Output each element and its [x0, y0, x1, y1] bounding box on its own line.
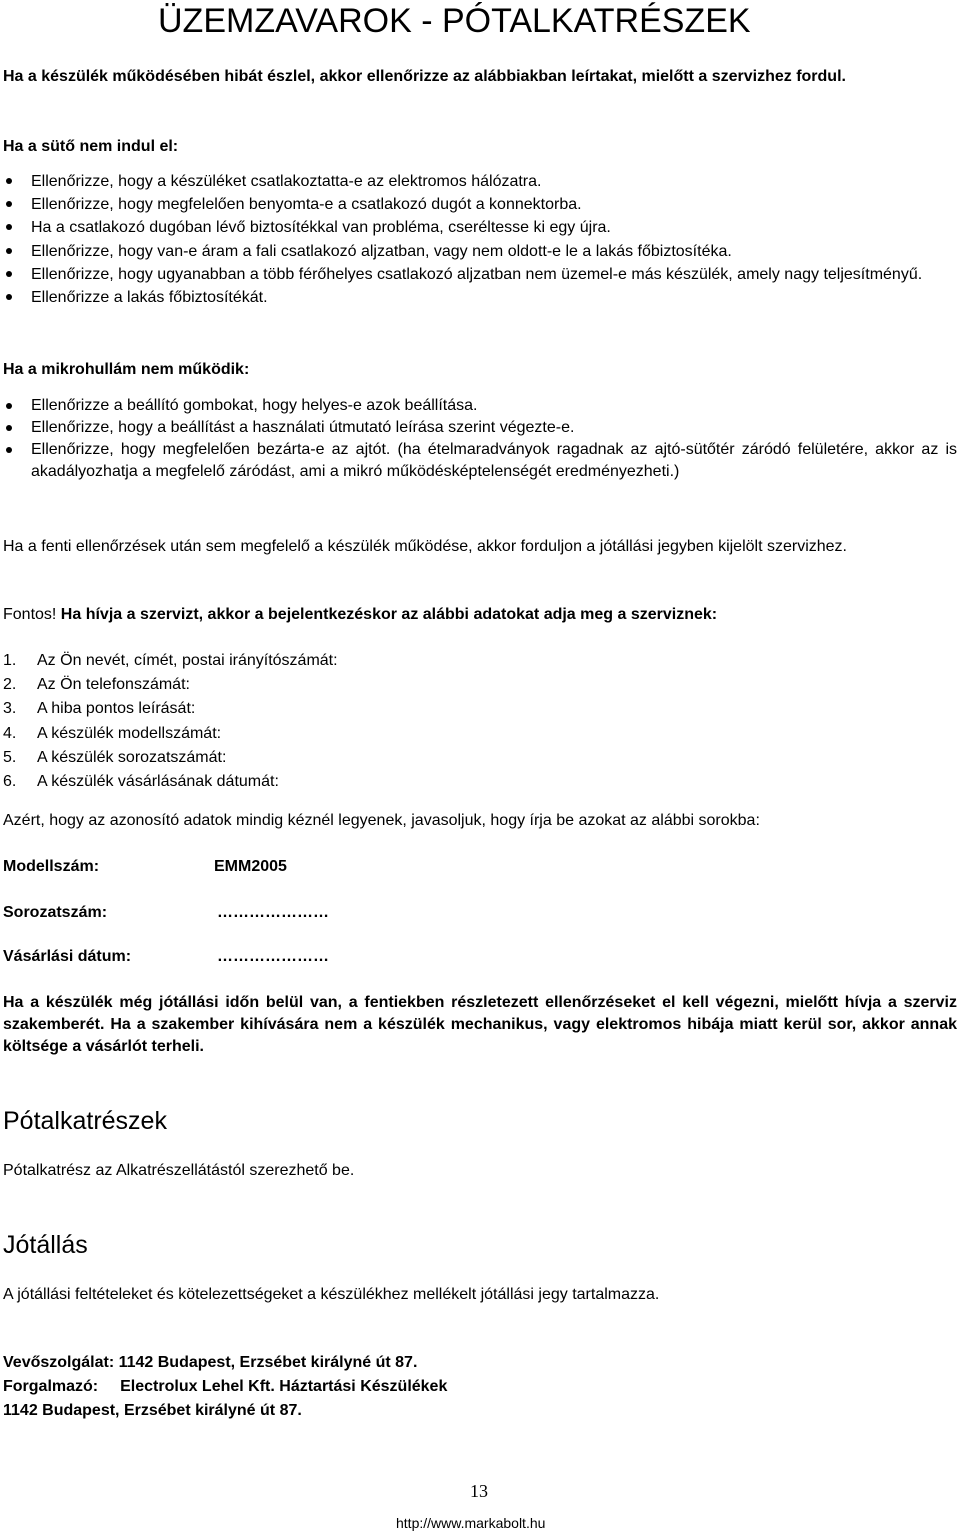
bullet-icon	[6, 294, 12, 300]
list-item: 5. A készülék sorozatszámát:	[3, 748, 227, 766]
parts-heading: Pótalkatrészek	[3, 1107, 167, 1135]
list-item: Ellenőrizze, hogy a beállítást a használati útmutató leírása szerint végezte-e.	[0, 417, 957, 439]
bullet-icon	[6, 271, 12, 277]
distributor-label: Forgalmazó:	[3, 1378, 99, 1395]
footer-url[interactable]: http://www.markabolt.hu	[396, 1515, 546, 1531]
bullet-icon	[6, 403, 12, 409]
address-line: 1142 Budapest, Erzsébet királyné út 87.	[3, 1402, 302, 1419]
bullet-icon	[6, 425, 12, 431]
bullet-icon	[6, 201, 12, 207]
intro-paragraph: Ha a készülék működésében hibát észlel, akkor ellenőrizze az alábbiakban leírtakat, mielőtt a szervizhez fordul.	[3, 68, 846, 85]
parts-text: Pótalkatrész az Alkatrészellátástól szerezhető be.	[3, 1162, 355, 1179]
guarantee-text: A jótállási feltételeket és kötelezettségeket a készülékhez mellékelt jótállási jegy tartalmazza.	[3, 1286, 660, 1303]
bullet-icon	[6, 178, 12, 184]
list-item: Ellenőrizze, hogy a készüléket csatlakoztatta-e az elektromos hálózatra.	[0, 170, 957, 193]
list-item: 3. A hiba pontos leírását:	[3, 700, 196, 718]
list-item: Ellenőrizze, hogy megfelelően bezárta-e az ajtót. (ha ételmaradványok ragadnak az ajtó-sütőtér záródó felületére, akkor az is akadályozhatja a megfelelő záródást, ami a mikró működésképtelenségét eredményezheti.)	[0, 439, 957, 483]
bullet-icon	[6, 447, 12, 453]
guarantee-heading: Jótállás	[3, 1231, 88, 1259]
purchase-date-label: Vásárlási dátum:	[3, 948, 132, 965]
section-microwave-heading: Ha a mikrohullám nem működik:	[3, 361, 250, 378]
bullet-icon	[6, 248, 12, 254]
distributor-value: Electrolux Lehel Kft. Háztartási Készülékek	[120, 1378, 448, 1395]
list-item: 6. A készülék vásárlásának dátumát:	[3, 773, 279, 791]
bullet-icon	[6, 224, 12, 230]
list-item: Ellenőrizze a beállító gombokat, hogy helyes-e azok beállítása.	[0, 395, 957, 417]
section-oven-heading: Ha a sütő nem indul el:	[3, 138, 179, 155]
important-text: Ha hívja a szervizt, akkor a bejelentkezéskor az alábbi adatokat adja meg a szerviznek:	[56, 606, 718, 623]
list-item: 2. Az Ön telefonszámát:	[3, 676, 190, 694]
model-label: Modellszám:	[3, 858, 100, 875]
distributor-line	[3, 1376, 957, 1398]
record-note: Azért, hogy az azonosító adatok mindig kéznél legyenek, javasoljuk, hogy írja be azokat az alábbi sorokba:	[3, 812, 760, 829]
list-item: 1. Az Ön nevét, címét, postai irányítószámát:	[3, 652, 338, 669]
serial-value: …………………	[217, 904, 329, 921]
page-title: ÜZEMZAVAROK - PÓTALKATRÉSZEK	[158, 2, 751, 40]
oven-checklist	[0, 170, 957, 309]
list-item: Ha a csatlakozó dugóban lévő biztosítékkal van probléma, cseréltesse ki egy újra.	[0, 216, 957, 239]
microwave-checklist	[0, 395, 957, 483]
warranty-note: Ha a készülék még jótállási időn belül van, a fentiekben részletezett ellenőrzéseket el kell végezni, mielőtt hívja a szerviz szakemberét. Ha a szakember kihívására nem a készülék mechanikus, vagy elektromos hibája miatt kerül sor, akkor annak költsége a vásárlót terheli.	[3, 994, 957, 1055]
serial-label: Sorozatszám:	[3, 904, 108, 921]
list-item: 4. A készülék modellszámát:	[3, 724, 222, 742]
model-value: EMM2005	[214, 858, 287, 875]
purchase-date-value: …………………	[217, 948, 329, 965]
list-item: Ellenőrizze, hogy van-e áram a fali csatlakozó aljzatban, vagy nem oldott-e le a lakás főbiztosítéka.	[0, 240, 957, 263]
important-label: Fontos!	[3, 606, 57, 623]
list-item: Ellenőrizze a lakás főbiztosítékát.	[0, 286, 957, 309]
list-item: Ellenőrizze, hogy ugyanabban a több férőhelyes csatlakozó aljzatban nem üzemel-e más készülék, amely nagy teljesítményű.	[0, 263, 957, 286]
important-note	[3, 604, 957, 626]
page-number: 13	[470, 1481, 488, 1501]
customer-service-line: Vevőszolgálat: 1142 Budapest, Erzsébet királyné út 87.	[3, 1354, 418, 1371]
list-item: Ellenőrizze, hogy megfelelően benyomta-e a csatlakozó dugót a konnektorba.	[0, 193, 957, 216]
after-checks-paragraph: Ha a fenti ellenőrzések után sem megfelelő a készülék működése, akkor forduljon a jótállási jegyben kijelölt szervizhez.	[3, 538, 847, 555]
service-info-list	[3, 649, 338, 794]
